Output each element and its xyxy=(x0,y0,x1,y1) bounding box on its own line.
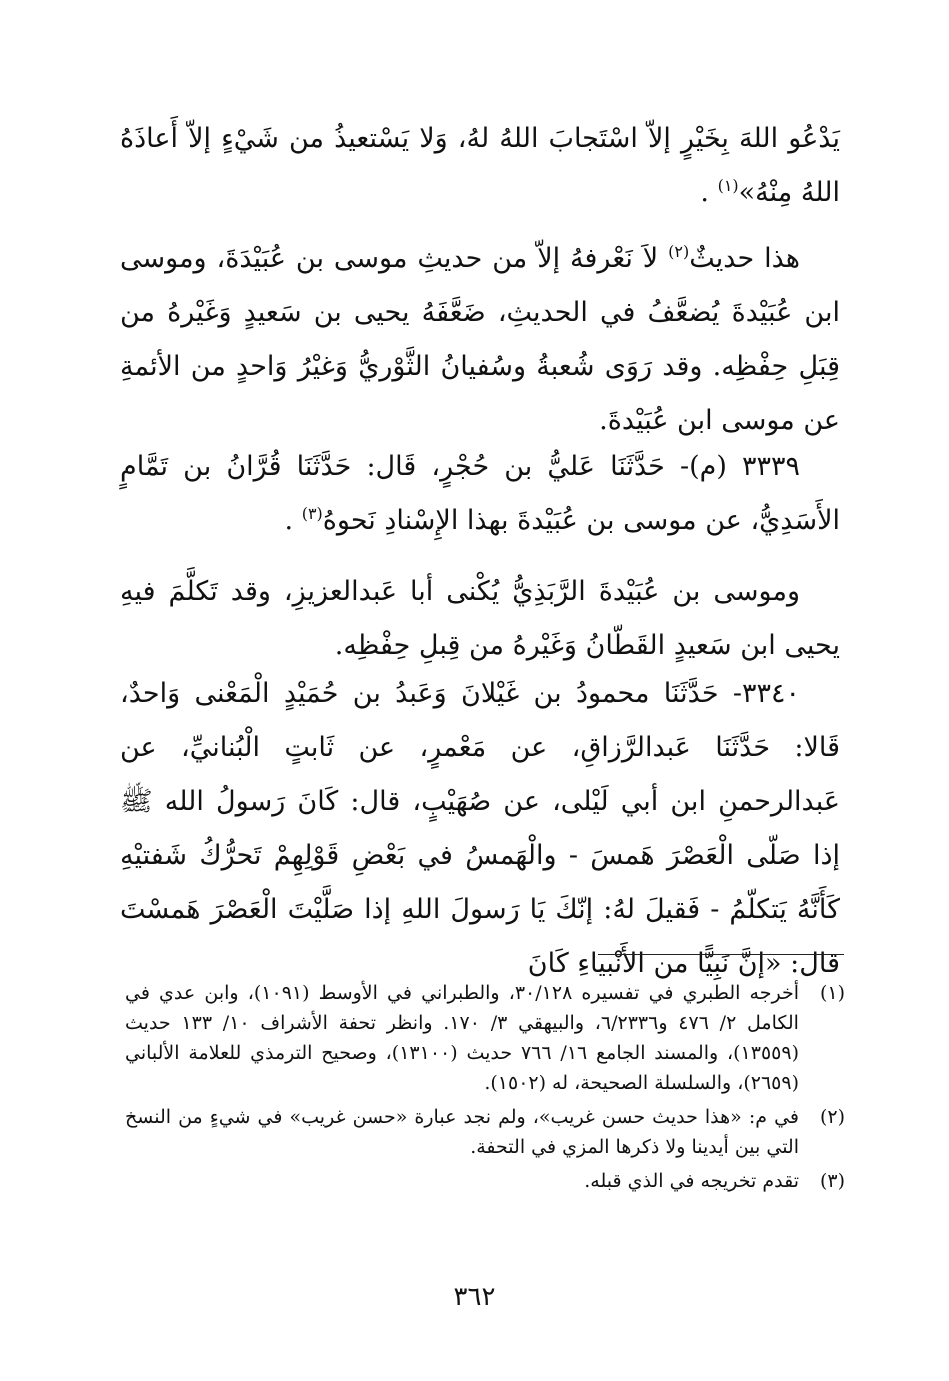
page-number: ٣٦٢ xyxy=(453,1282,496,1312)
paragraph-commentary xyxy=(120,232,840,448)
paragraph-hadith-3339 xyxy=(120,440,840,548)
footnote-text: في م: «هذا حديث حسن غريب»، ولم نجد عبارة «حسن غريب» في شيءٍ من النسخ التي بين أيدينا ولا ذكرها المزي في التحفة. xyxy=(125,1106,799,1158)
paragraph-text-rest: لاَ نَعْرفهُ إلاّ من حديثِ موسى بن عُبَيْدَةَ، وموسى ابن عُبَيْدةَ يُضعَّفُ في الحديثِ، ضَعَّفَهُ يحيى بن سَعيدٍ وَغَيْرهُ من قِبَلِ حِفْظِه. وقد رَوَى شُعبةُ وسُفيانُ الثَّوْريُّ وَغيْرُ وَاحدٍ من الأئمةِ عن موسى ابن عُبَيْدةَ. xyxy=(120,243,840,436)
paragraph-hadith-end xyxy=(120,112,840,220)
footnote-number: (١) xyxy=(819,982,845,1004)
footnote-item xyxy=(125,978,845,1098)
paragraph-text: ٣٣٣٩ (م)- حَدَّثَنَا عَليُّ بن حُجْرٍ، قَال: حَدَّثَنَا قُرَّانُ بن تَمَّامٍ الأَسَدِيُّ، عن موسى بن عُبَيْدةَ بهذا الإِسْنادِ نَحوهُ xyxy=(120,451,840,536)
footnote-ref-3[interactable]: (٣) xyxy=(301,504,323,523)
paragraph-narrator-note: وموسى بن عُبَيْدةَ الرَّبَذِيُّ يُكْنى أبا عَبدالعزيزِ، وقد تَكلَّمَ فيهِ يحيى ابن سَعيدٍ القَطّانُ وَغَيْرهُ من قِبلِ حِفْظِه. xyxy=(120,576,840,661)
footnote-text: تقدم تخريجه في الذي قبله. xyxy=(584,1170,799,1192)
paragraph-end: . xyxy=(700,177,718,208)
paragraph-text-start: هذا حديثٌ xyxy=(689,243,800,274)
footnote-number: (٣) xyxy=(819,1170,845,1192)
paragraph-text: يَدْعُو اللهَ بِخَيْرٍ إلاّ اسْتَجابَ اللهُ لهُ، وَلا يَسْتعيذُ من شَيْءٍ إلاّ أَعاذَهُ اللهُ مِنْهُ» xyxy=(120,123,840,208)
footnote-ref-2[interactable]: (٢) xyxy=(668,242,690,261)
footnote-text: أخرجه الطبري في تفسيره ٣٠/١٢٨، والطبراني في الأوسط (١٠٩١)، وابن عدي في الكامل ٢/ ٤٧٦ و٦/٢٣٣٦، والبيهقي ٣/ ١٧٠. وانظر تحفة الأشراف ١٠/ ١٣٣ حديث (١٣٥٥٩)، والمسند الجامع ١٦/ ٧٦٦ حديث (١٣١٠٠)، وصحيح الترمذي للعلامة الألباني (٢٦٥٩)، والسلسلة الصحيحة، له (١٥٠٢). xyxy=(125,982,799,1094)
paragraph-hadith-3340: ٣٣٤٠- حَدَّثَنَا محمودُ بن غَيْلانَ وَعَبدُ بن حُمَيْدٍ الْمَعْنى وَاحدٌ، قَالا: حَدَّثَنَا عَبدالرَّزاقِ، عن مَعْمرٍ، عن ثَابتٍ الْبُنانيِّ، عن عَبدالرحمنِ ابن أبي لَيْلى، عن صُهَيْبٍ، قال: كَانَ رَسولُ الله ﷺ إذا صَلّى الْعَصْرَ هَمسَ - والْهَمسُ في بَعْضِ قَوْلِهِمْ تَحرُّكُ شَفتيْهِ كَأَنَّهُ يَتكلّمُ - فَقيلَ لهُ: إنّكَ يَا رَسولَ اللهِ إذا صَلَّيْتَ الْعَصْرَ هَمسْتَ قال: «إنَّ نَبِيًّا من الأَنْبياءِ كَانَ xyxy=(120,678,840,979)
footnote-number: (٢) xyxy=(819,1106,845,1128)
footnote-ref-1[interactable]: (١) xyxy=(717,176,739,195)
paragraph-end: . xyxy=(284,505,302,536)
footnote-separator xyxy=(598,954,844,955)
footnote-item xyxy=(125,1102,845,1162)
footnote-item xyxy=(125,1166,845,1196)
footnotes-section xyxy=(125,978,845,1200)
